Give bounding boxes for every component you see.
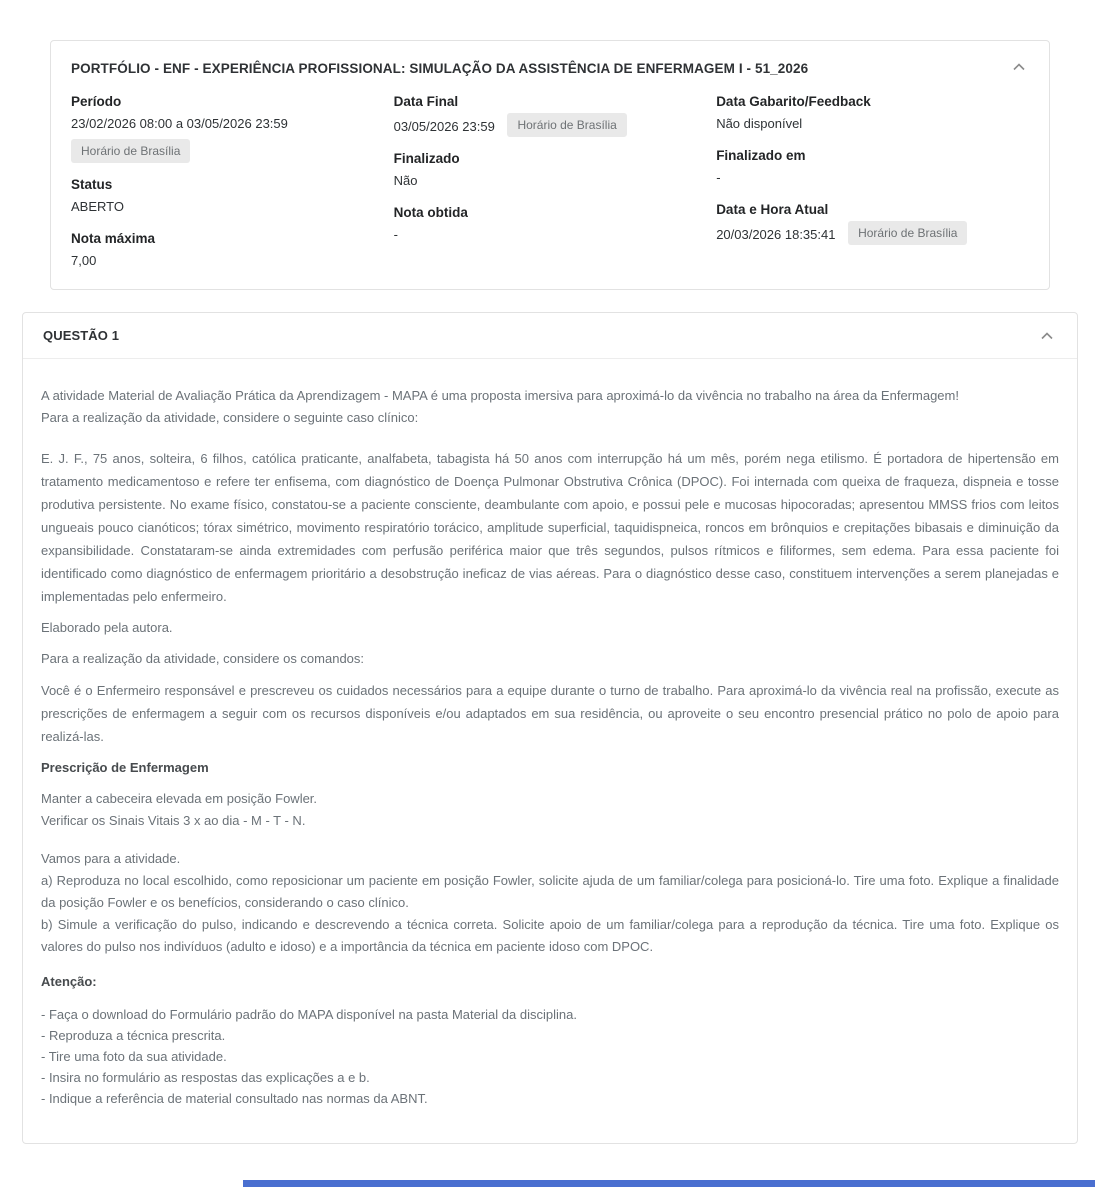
attention-item: - Indique a referência de material consultado nas normas da ABNT. [41,1091,428,1106]
field-periodo [71,91,394,163]
chevron-up-icon [1041,328,1053,343]
attention-title: Atenção: [41,974,97,989]
portfolio-card [50,40,1050,290]
nota-maxima-value: 7,00 [71,253,97,268]
field-status [71,174,394,217]
commands-paragraph: Você é o Enfermeiro responsável e prescreveu os cuidados necessários para a equipe durante o turno de trabalho. Para aproximá-lo da vivência real na profissão, execute as prescrições de enfermagem a seguir com os recursos disponíveis e/ou adaptados em sua residência, ou aproveite o seu encontro presencial prático no polo de apoio para realizá-las. [41,683,1059,744]
nota-obtida-value: - [393,227,398,242]
question-intro [41,385,1059,429]
prescription-line-2: Verificar os Sinais Vitais 3 x ao dia - M - T - N. [41,813,306,828]
data-final-value: 03/05/2026 23:59 [393,119,495,134]
periodo-value: 23/02/2026 08:00 a 03/05/2026 23:59 [71,116,288,131]
nota-maxima-label: Nota máxima [71,231,156,246]
clinical-case-paragraph: E. J. F., 75 anos, solteira, 6 filhos, católica praticante, analfabeta, tabagista há 50 anos com interrupção há um mês, porém nega etilismo. É portadora de hipertensão em tratamento medicamentoso e refere ter enfisema, com diagnóstico de Doença Pulmonar Obstrutiva Crônica (DPOC). Foi internada com queixa de fraqueza, dispneia e tosse produtiva persistente. No exame físico, constatou-se a paciente consciente, deambulante com apoio, e possui pele e mucosas hipocoradas; apresentou MMSS frios com leitos ungueais pouco cianóticos; tórax simétrico, movimento respiratório torácico, amplitude superficial, taquidispneica, roncos em brônquios e crepitações bibasais e diminuição da expansibilidade. Constataram-se ainda extremidades com perfusão periférica maior que três segundos, pulsos rítmicos e filiformes, sem edema. Para essa paciente foi identificado como diagnóstico de enfermagem prioritário a desobstrução ineficaz de vias aéreas. Para o diagnóstico desse caso, constituem intervenções a serem planejadas e implementadas pelo enfermeiro. [41,451,1059,604]
fields-column-3 [716,91,1029,282]
fields-column-2 [394,91,717,282]
data-hora-atual-label: Data e Hora Atual [716,202,829,217]
periodo-label: Período [71,94,122,109]
data-final-value-row [394,113,717,137]
question-body [23,359,1077,1143]
attention-item: - Reproduza a técnica prescrita. [41,1028,226,1043]
timezone-badge: Horário de Brasília [848,221,967,245]
nota-obtida-label: Nota obtida [393,205,468,220]
status-label: Status [71,177,113,192]
commands-intro: Para a realização da atividade, considere os comandos: [41,651,365,666]
data-hora-atual-value: 20/03/2026 18:35:41 [716,227,836,242]
data-final-label: Data Final [393,94,459,109]
field-finalizado-em [716,145,1029,188]
attention-item: - Insira no formulário as respostas das explicações a e b. [41,1070,370,1085]
finalizado-label: Finalizado [393,151,460,166]
activity-intro: Vamos para a atividade. [41,851,181,866]
activity-item-b: b) Simule a verificação do pulso, indicando e descrevendo a técnica correta. Solicite apoio de um familiar/colega para a reprodução da técnica. Tire uma foto. Explique os valores do pulso nos indivíduos (adulto e idoso) e a importância da técnica em paciente idoso com DPOC. [41,917,1059,954]
status-value: ABERTO [71,199,124,214]
field-nota-obtida [394,202,717,245]
prescription-title: Prescrição de Enfermagem [41,760,209,775]
field-data-hora-atual [716,199,1029,245]
data-hora-atual-value-row [716,221,1029,245]
question-card-header [23,313,1077,359]
chevron-up-icon [1013,59,1025,74]
attention-item: - Tire uma foto da sua atividade. [41,1049,227,1064]
periodo-badge-row [71,139,394,163]
timezone-badge: Horário de Brasília [507,113,626,137]
intro-line-2: Para a realização da atividade, considere o seguinte caso clínico: [41,410,419,425]
data-gabarito-value: Não disponível [716,116,803,131]
question-card [22,312,1078,1144]
prescription-lines [41,788,1059,832]
bottom-blue-bar [243,1180,1095,1187]
field-nota-maxima [71,228,394,271]
finalizado-value: Não [393,173,418,188]
question-title: QUESTÃO 1 [43,328,120,343]
activity-block [41,848,1059,958]
attention-list [41,1004,1059,1109]
intro-line-1: A atividade Material de Avaliação Prática da Aprendizagem - MAPA é uma proposta imersiva para aproximá-lo da vivência no trabalho na área da Enfermagem! [41,388,959,403]
author-note: Elaborado pela autora. [41,620,173,635]
activity-item-a: a) Reproduza no local escolhido, como reposicionar um paciente em posição Fowler, solicite ajuda de um familiar/colega para posicioná-lo. Tire uma foto. Explique a finalidade da posição Fowler e os benefícios, considerando o caso clínico. [41,873,1059,910]
question-collapse-button[interactable] [1037,330,1057,342]
fields-column-1 [71,91,394,282]
data-gabarito-label: Data Gabarito/Feedback [716,94,871,109]
prescription-line-1: Manter a cabeceira elevada em posição Fowler. [41,791,318,806]
portfolio-collapse-button[interactable] [1009,61,1029,73]
timezone-badge: Horário de Brasília [71,139,190,163]
field-finalizado [394,148,717,191]
field-data-gabarito [716,91,1029,134]
attention-item: - Faça o download do Formulário padrão do MAPA disponível na pasta Material da disciplina. [41,1007,577,1022]
portfolio-fields [71,91,1029,282]
portfolio-card-header [71,61,1029,77]
field-data-final [394,91,717,137]
portfolio-title: PORTFÓLIO - ENF - EXPERIÊNCIA PROFISSIONAL: SIMULAÇÃO DA ASSISTÊNCIA DE ENFERMAGEM I - 51_2026 [71,61,809,76]
finalizado-em-value: - [716,170,721,185]
finalizado-em-label: Finalizado em [716,148,806,163]
